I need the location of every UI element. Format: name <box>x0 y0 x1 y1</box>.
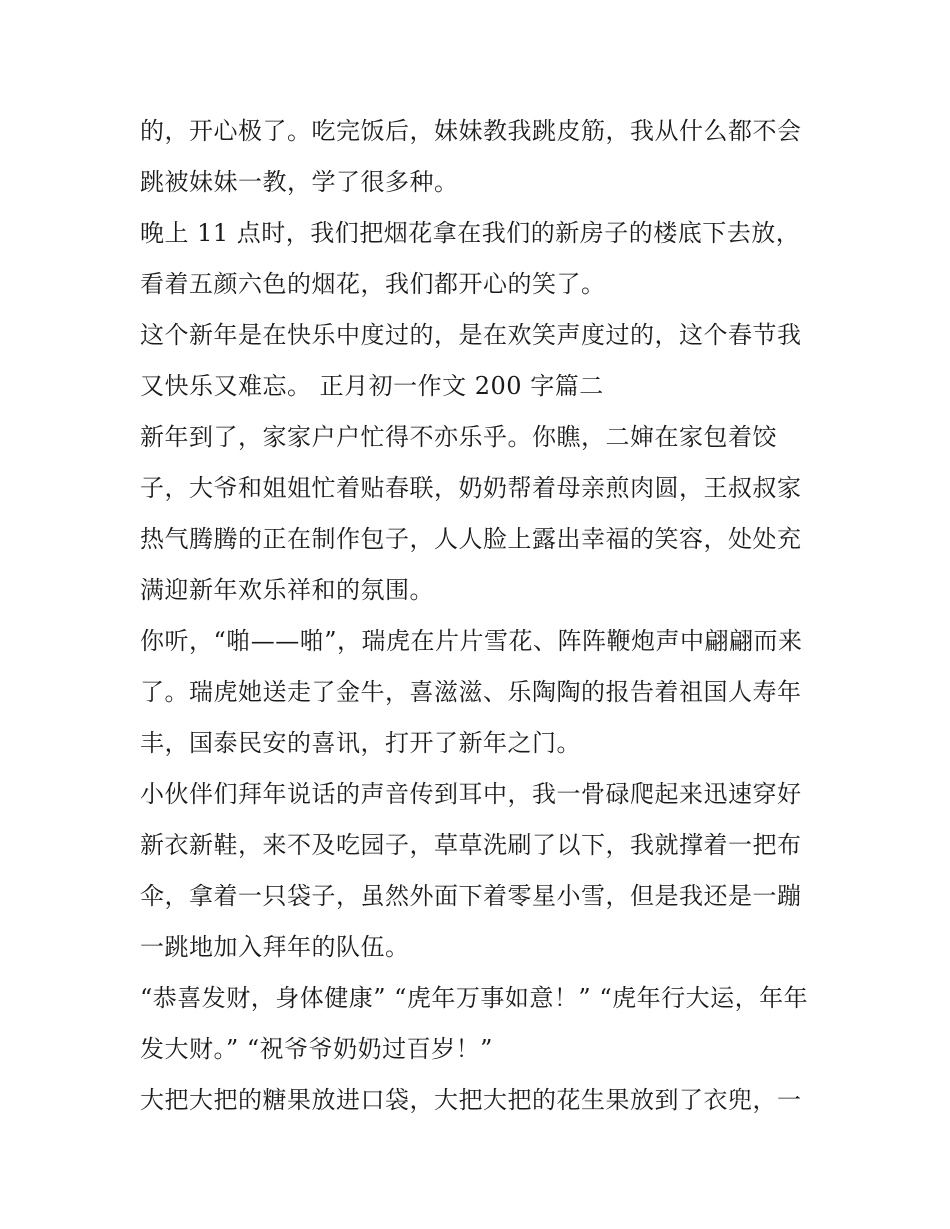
text-line: 热气腾腾的正在制作包子，人人脸上露出幸福的笑容，处处充 <box>140 525 802 553</box>
text-line: 小伙伴们拜年说话的声音传到耳中，我一骨碌爬起来迅速穿好 <box>140 780 802 808</box>
text-line: 这个新年是在快乐中度过的，是在欢笑声度过的，这个春节我 <box>140 321 802 349</box>
text-line: 你听，“啪——啪”，瑞虎在片片雪花、阵阵鞭炮声中翩翩而来 <box>140 627 803 655</box>
text-line: 新年到了，家家户户忙得不亦乐乎。你瞧，二婶在家包着饺 <box>140 423 777 451</box>
text-line: 晚上 11 点时，我们把烟花拿在我们的新房子的楼底下去放， <box>140 219 801 247</box>
text-line: “恭喜发财，身体健康” “虎年万事如意！” “虎年行大运，年年 <box>140 984 809 1012</box>
text-line: 满迎新年欢乐祥和的氛围。 <box>140 576 434 604</box>
text-line: 看着五颜六色的烟花，我们都开心的笑了。 <box>140 270 606 298</box>
text-line: 又快乐又难忘。 正月初一作文 200 字篇二 <box>140 372 604 400</box>
text-line: 了。瑞虎她送走了金牛，喜滋滋、乐陶陶的报告着祖国人寿年 <box>140 678 802 706</box>
text-line: 一跳地加入拜年的队伍。 <box>140 933 410 961</box>
document-body <box>140 106 820 1126</box>
text-line: 丰，国泰民安的喜讯，打开了新年之门。 <box>140 729 581 757</box>
text-line: 的，开心极了。吃完饭后，妹妹教我跳皮筋，我从什么都不会 <box>140 117 802 145</box>
text-line: 发大财。” “祝爷爷奶奶过百岁！” <box>140 1035 493 1063</box>
text-line: 伞，拿着一只袋子，虽然外面下着零星小雪，但是我还是一蹦 <box>140 882 802 910</box>
text-line: 子，大爷和姐姐忙着贴春联，奶奶帮着母亲煎肉圆，王叔叔家 <box>140 474 802 502</box>
text-line: 跳被妹妹一教，学了很多种。 <box>140 168 459 196</box>
text-line: 新衣新鞋，来不及吃园子，草草洗刷了以下，我就撑着一把布 <box>140 831 802 859</box>
text-line: 大把大把的糖果放进口袋，大把大把的花生果放到了衣兜，一 <box>140 1086 802 1114</box>
